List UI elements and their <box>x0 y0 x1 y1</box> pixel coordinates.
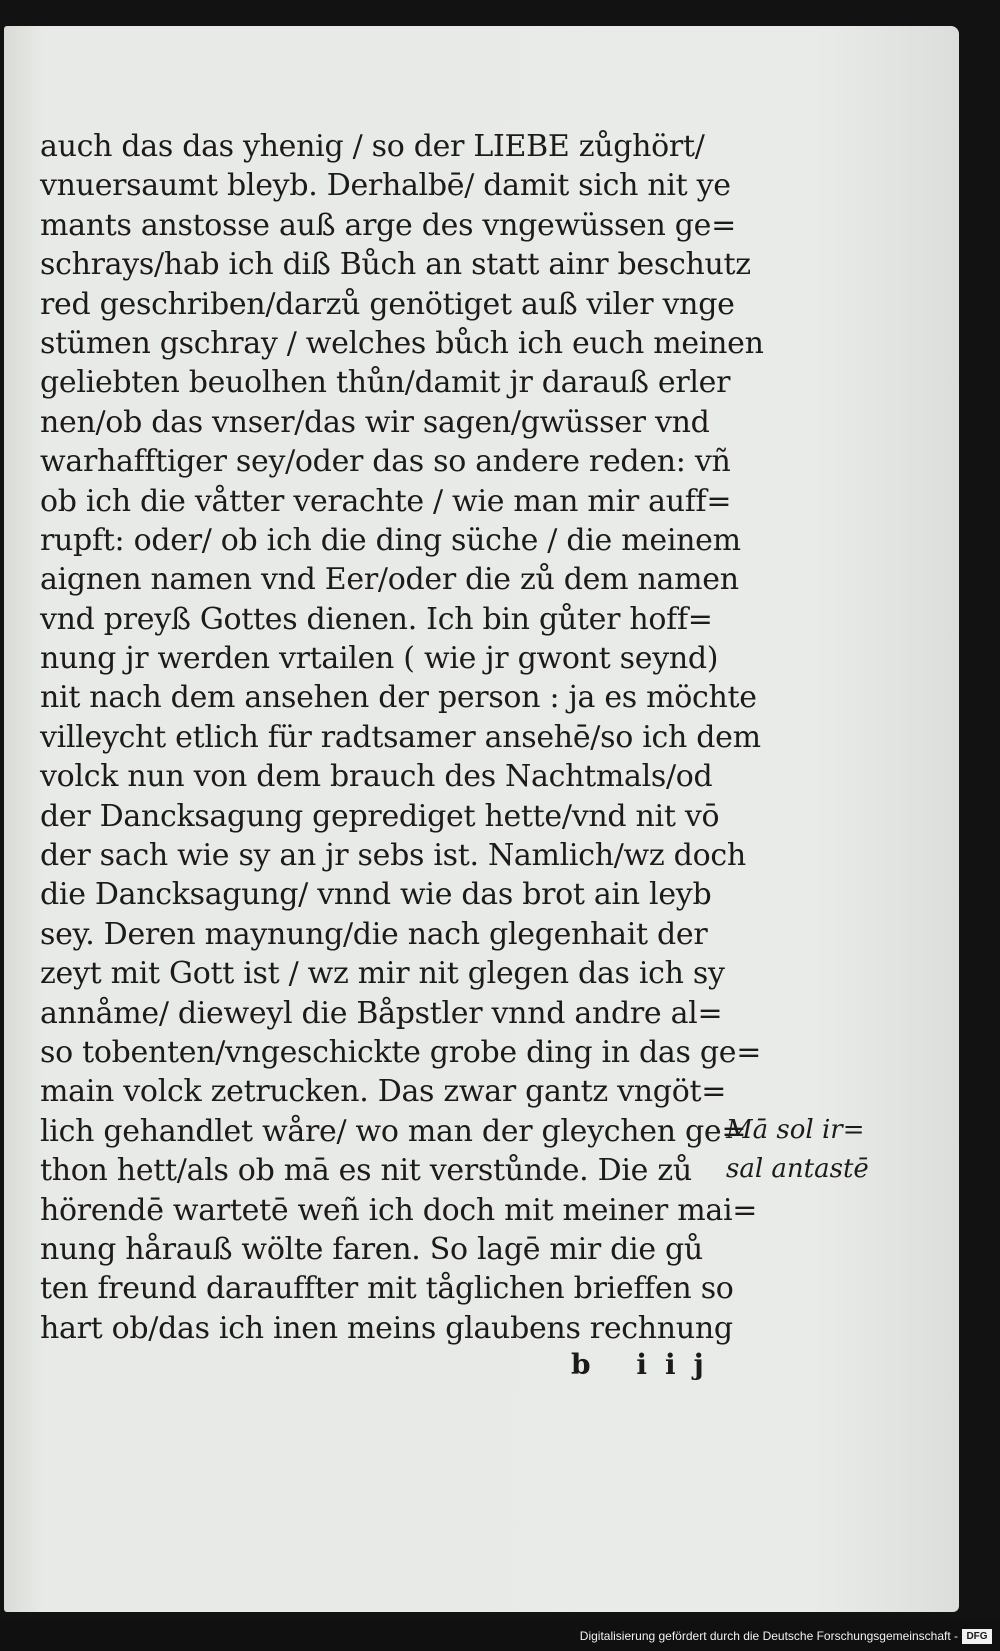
text-line: hörendē wartetē weñ ich doch mit meiner mai= <box>40 1192 758 1228</box>
text-line: auch das das yhenig / so der LIEBE zůghört/ <box>40 129 705 164</box>
text-line: red geschriben/darzů genötiget auß viler vnge <box>40 286 735 322</box>
text-line: so tobenten/vngeschickte grobe ding in das ge= <box>40 1034 762 1070</box>
dfg-logo-icon: DFG <box>962 1629 992 1644</box>
text-line: nung hårauß wölte faren. So lagē mir die gů <box>40 1231 703 1267</box>
text-line: rupft: oder/ ob ich die ding süche / die meinem <box>40 522 741 558</box>
text-line: volck nun von dem brauch des Nachtmals/od <box>40 759 713 795</box>
text-line: warhafftiger sey/oder das so andere reden: vñ <box>40 444 731 480</box>
text-line: vnuersaumt bleyb. Derhalbē/ damit sich nit ye <box>40 168 731 204</box>
text-line: nen/ob das vnser/das wir sagen/gwüsser vnd <box>40 404 710 440</box>
text-line: schrays/hab ich diß Bůch an statt ainr beschutz <box>40 247 751 283</box>
text-line: villeycht etlich für radtsamer ansehē/so ich dem <box>40 719 761 755</box>
text-line: zeyt mit Gott ist / wz mir nit glegen das ich sy <box>40 956 725 992</box>
marginal-note-line: Mā sol ir= <box>726 1115 865 1145</box>
text-line: stümen gschray / welches bůch ich euch meinen <box>40 325 764 361</box>
text-line: thon hett/als ob mā es nit verstůnde. Die zů <box>40 1153 692 1189</box>
signature-mark: b iij <box>571 1348 722 1381</box>
text-line: sey. Deren maynung/die nach glegenhait der <box>40 916 708 952</box>
digitization-credit: Digitalisierung gefördert durch die Deutsche Forschungsgemeinschaft - <box>579 1629 958 1643</box>
footer-strip <box>0 1620 1000 1651</box>
text-line: ten freund darauffter mit tåglichen brieffen so <box>40 1271 734 1307</box>
marginal-note-line: sal antastē <box>726 1154 869 1185</box>
text-line: main volck zetrucken. Das zwar gantz vngöt= <box>40 1074 727 1110</box>
text-line: die Dancksagung/ vnnd wie das brot ain leyb <box>40 877 712 913</box>
text-line: hart ob/das ich inen meins glaubens rechnung <box>40 1310 733 1346</box>
text-line: nung jr werden vrtailen ( wie jr gwont seynd) <box>40 641 719 677</box>
main-text-block <box>40 127 764 1348</box>
text-line: lich gehandlet wåre/ wo man der gleychen ge= <box>40 1113 747 1149</box>
text-line: geliebten beuolhen thůn/damit jr darauß erler <box>40 365 731 401</box>
text-line: der Dancksagung geprediget hette/vnd nit vō <box>40 798 720 834</box>
book-page <box>4 26 959 1612</box>
text-line: der sach wie sy an jr sebs ist. Namlich/wz doch <box>40 838 746 874</box>
text-line: vnd preyß Gottes dienen. Ich bin gůter hoff= <box>40 601 713 637</box>
text-line: aignen namen vnd Eer/oder die zů dem namen <box>40 562 739 598</box>
text-line: nit nach dem ansehen der person : ja es möchte <box>40 680 757 716</box>
text-line: ob ich die våtter verachte / wie man mir auff= <box>40 483 732 519</box>
marginal-note <box>726 1111 869 1190</box>
text-line: mants anstosse auß arge des vngewüssen ge= <box>40 207 736 243</box>
text-line: annåme/ dieweyl die Båpstler vnnd andre al= <box>40 995 723 1031</box>
